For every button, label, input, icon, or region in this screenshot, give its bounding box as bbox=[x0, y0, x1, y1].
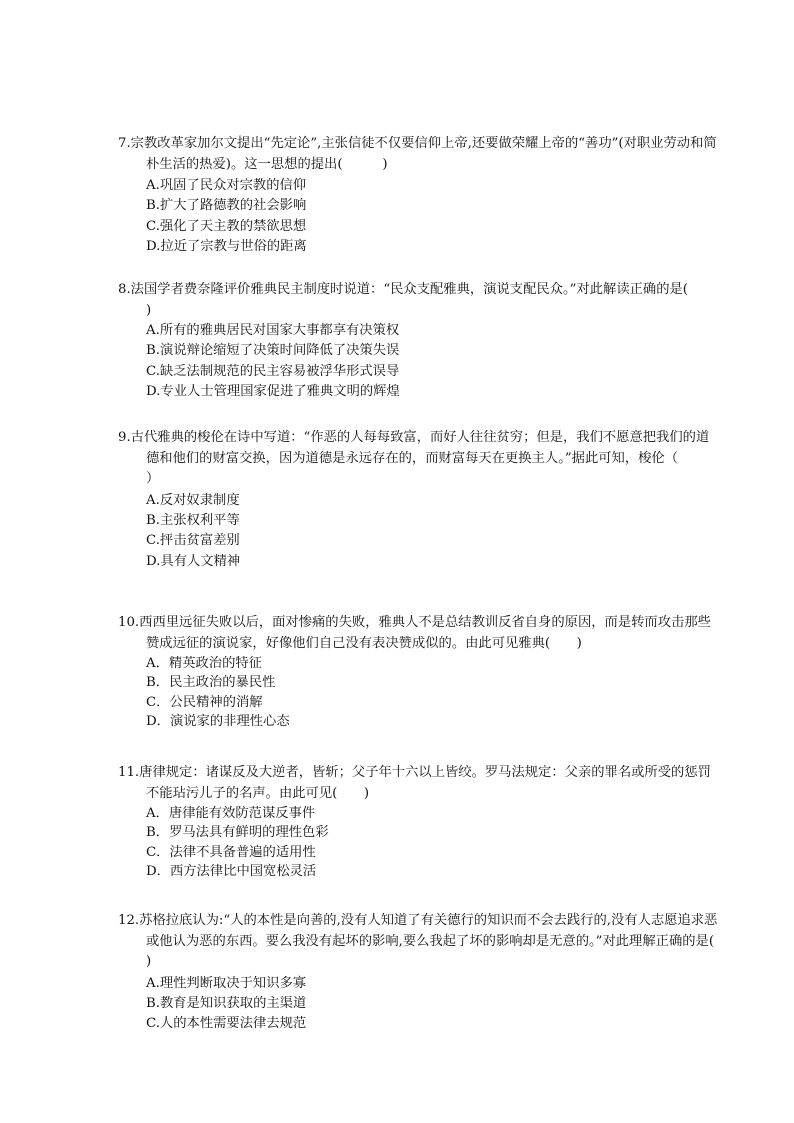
option-d: D.拉近了宗教与世俗的距离 bbox=[146, 239, 307, 255]
option-d: D.专业人士管理国家促进了雅典文明的辉煌 bbox=[146, 384, 400, 400]
option-a: A.理性判断取决于知识多寡 bbox=[146, 975, 307, 991]
option-a: A．唐律能有效防范谋反事件 bbox=[146, 806, 316, 822]
option-a: A.巩固了民众对宗教的信仰 bbox=[146, 178, 307, 194]
option-b: B.教育是知识获取的主渠道 bbox=[146, 996, 307, 1012]
option-c: C.人的本性需要法律去规范 bbox=[146, 1016, 307, 1032]
question-7 bbox=[118, 134, 718, 257]
question-12 bbox=[118, 911, 741, 1035]
option-list bbox=[118, 654, 718, 731]
option-b: B.扩大了路德教的社会影响 bbox=[146, 198, 307, 214]
question-stem: 7.宗教改革家加尔文提出“先定论”,主张信徒不仅要信仰上帝,还要做荣耀上帝的“善功”(对职业劳动和简朴生活的热爱)。这一思想的提出( ) bbox=[118, 136, 717, 172]
question-stem: 8.法国学者费奈隆评价雅典民主制度时说道：“民众支配雅典，演说支配民众。”对此解读正确的是( ) bbox=[118, 282, 715, 318]
question-8 bbox=[118, 280, 718, 402]
question-11 bbox=[118, 763, 718, 881]
question-9 bbox=[118, 428, 732, 572]
option-b: B.演说辩论缩短了决策时间降低了决策失误 bbox=[146, 343, 400, 359]
option-a: A．精英政治的特征 bbox=[146, 656, 262, 672]
option-b: B．民主政治的暴民性 bbox=[146, 675, 276, 691]
option-c: C.强化了天主教的禁欲思想 bbox=[146, 218, 307, 234]
option-a: A.所有的雅典居民对国家大事都享有决策权 bbox=[146, 323, 400, 339]
option-list bbox=[118, 804, 718, 881]
option-list bbox=[118, 974, 718, 1035]
option-list bbox=[118, 491, 718, 572]
option-d: D.具有人文精神 bbox=[146, 553, 241, 569]
question-stem: 9.古代雅典的梭伦在诗中写道：“作恶的人每每致富，而好人往往贫穷；但是，我们不愿意把我们的道德和他们的财富交换，因为道德是永远存在的，而财富每天在更换主人。”据此可知，梭伦（ ） bbox=[118, 430, 732, 487]
option-b: B．罗马法具有鲜明的理性色彩 bbox=[146, 825, 329, 841]
option-d: D．演说家的非理性心态 bbox=[146, 713, 290, 729]
question-stem: 12.苏格拉底认为:“人的本性是向善的,没有人知道了有关德行的知识而不会去践行的,没有人志愿追求恶或他认为恶的东西。要么我没有起坏的影响,要么我起了坏的影响却是无意的。”对此理解正确的是( ) bbox=[118, 913, 741, 970]
question-10 bbox=[118, 613, 718, 731]
question-stem: 10.西西里远征失败以后，面对惨痛的失败，雅典人不是总结教训反省自身的原因，而是转而攻击那些赞成远征的演说家，好像他们自己没有表决赞成似的。由此可见雅典( ) bbox=[118, 615, 711, 651]
question-stem: 11.唐律规定：诸谋反及大逆者，皆斩；父子年十六以上皆绞。罗马法规定：父亲的罪名或所受的惩罚不能玷污儿子的名声。由此可见( ) bbox=[118, 765, 711, 801]
option-list bbox=[118, 176, 718, 257]
option-c: C.抨击贫富差别 bbox=[146, 533, 240, 549]
option-list bbox=[118, 321, 718, 402]
option-c: C．公民精神的消解 bbox=[146, 694, 263, 710]
option-c: C.缺乏法制规范的民主容易被浮华形式误导 bbox=[146, 363, 400, 379]
option-d: D．西方法律比中国宽松灵活 bbox=[146, 863, 317, 879]
option-c: C．法律不具备普遍的适用性 bbox=[146, 844, 316, 860]
option-b: B.主张权利平等 bbox=[146, 513, 240, 529]
option-a: A.反对奴隶制度 bbox=[146, 492, 240, 508]
